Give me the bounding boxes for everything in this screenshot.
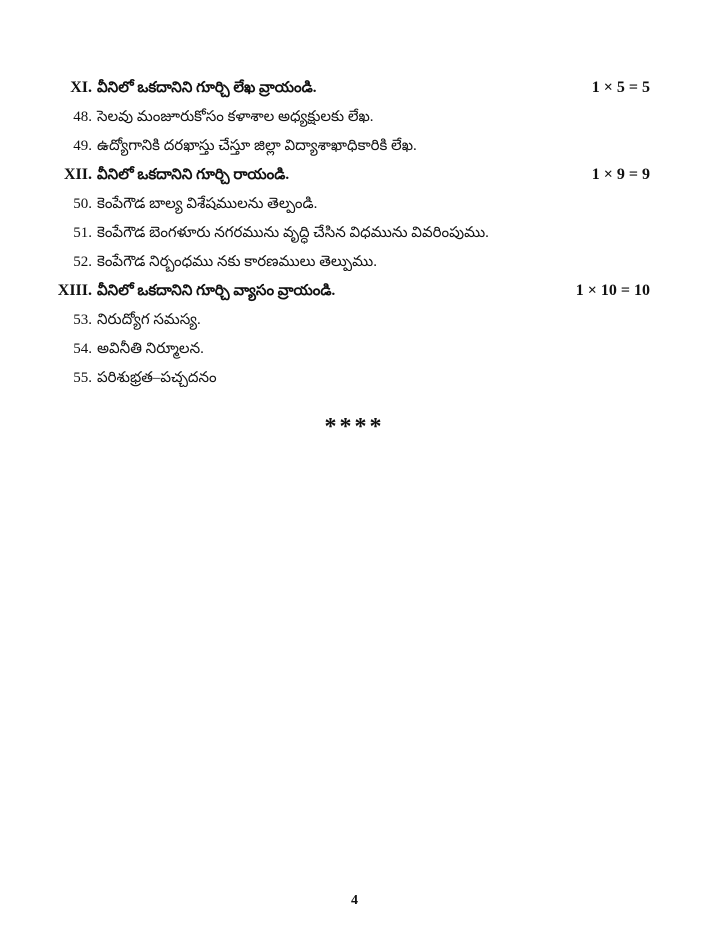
- question-51: [0, 222, 709, 244]
- section-instruction: వీనిలో ఒకదానిని గూర్చి రాయండి.: [97, 167, 290, 183]
- section-xiii: [0, 280, 709, 302]
- question-text: కెంపేగౌడ నిర్బంధము నకు కారణములు తెల్పుము.: [97, 254, 377, 270]
- section-number: XIII.: [57, 282, 92, 299]
- question-number: 51.: [73, 225, 92, 241]
- question-52: [0, 251, 709, 273]
- question-number: 49.: [73, 138, 92, 154]
- question-55: [0, 367, 709, 389]
- question-number: 52.: [73, 254, 92, 270]
- question-text: కెంపేగౌడ బాల్య విశేషములను తెల్పండి.: [97, 196, 318, 212]
- section-number: XII.: [63, 166, 92, 183]
- section-xii: [0, 164, 709, 186]
- question-number: 55.: [73, 370, 92, 386]
- question-text: అవినీతి నిర్మూలన.: [97, 341, 204, 357]
- question-number: 48.: [73, 109, 92, 125]
- section-instruction: వీనిలో ఒకదానిని గూర్చి వ్యాసం వ్రాయండి.: [97, 283, 336, 299]
- question-number: 50.: [73, 196, 92, 212]
- end-separator: ****: [324, 414, 385, 440]
- question-48: [0, 106, 709, 128]
- section-number: XI.: [70, 79, 92, 96]
- question-text: సెలవు మంజూరుకోసం కళాశాల అధ్యక్షులకు లేఖ.: [97, 109, 374, 125]
- question-text: పరిశుభ్రత–పచ్చదనం: [97, 370, 217, 386]
- question-text: ఉద్యోగానికి దరఖాస్తు చేస్తూ జిల్లా విద్యాశాఖాధికారికి లేఖ.: [97, 138, 417, 154]
- question-text: కెంపేగౌడ బెంగళూరు నగరమును వృద్ధి చేసిన విధమును వివరింపుము.: [97, 225, 489, 241]
- section-marks: 1 × 9 = 9: [591, 166, 650, 183]
- page-number: 4: [351, 893, 358, 908]
- question-50: [0, 193, 709, 215]
- section-marks: 1 × 5 = 5: [591, 79, 650, 96]
- question-54: [0, 338, 709, 360]
- question-text: నిరుద్యోగ సమస్య.: [97, 312, 201, 328]
- question-number: 54.: [73, 341, 92, 357]
- question-53: [0, 309, 709, 331]
- section-marks: 1 × 10 = 10: [575, 282, 650, 299]
- section-xi: [0, 77, 709, 99]
- question-number: 53.: [73, 312, 92, 328]
- section-instruction: వీనిలో ఒకదానిని గూర్చి లేఖ వ్రాయండి.: [97, 80, 317, 96]
- question-49: [0, 135, 709, 157]
